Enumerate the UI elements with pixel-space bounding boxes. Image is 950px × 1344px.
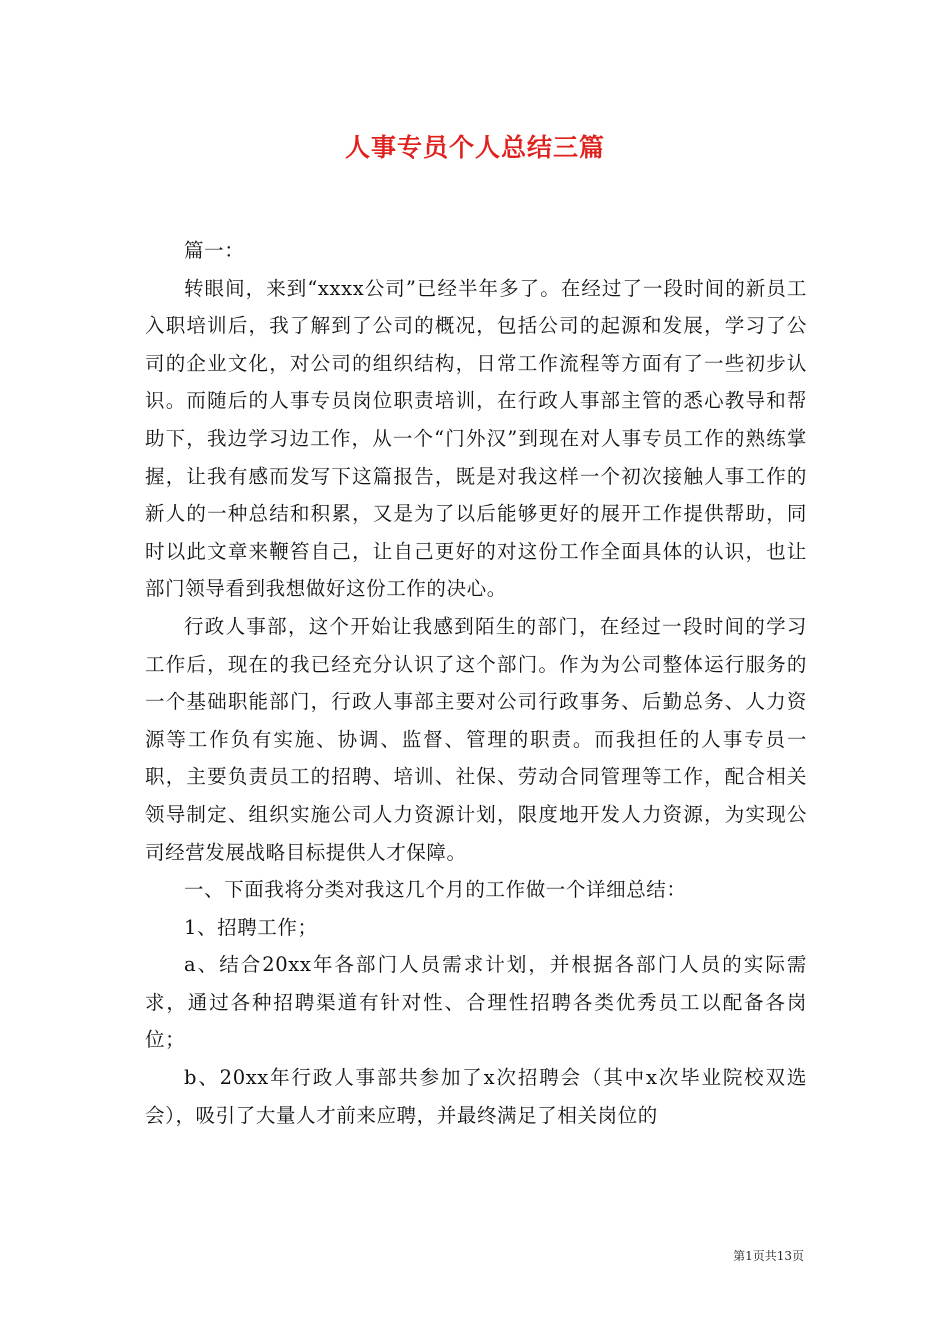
paragraph: a、结合20xx年各部门人员需求计划，并根据各部门人员的实际需求，通过各种招聘渠道有针对性、合理性招聘各类优秀员工以配备各岗位； <box>145 953 807 1052</box>
document-title: 人事专员个人总结三篇 <box>344 133 605 162</box>
paragraph: 一、下面我将分类对我这几个月的工作做一个详细总结： <box>184 878 687 902</box>
section-heading: 篇一： <box>184 239 245 262</box>
page-number: 第1页共13页 <box>733 1249 804 1263</box>
paragraph: 1、招聘工作； <box>184 915 318 939</box>
paragraph: 行政人事部，这个开始让我感到陌生的部门，在经过一段时间的学习工作后，现在的我已经充分认识了这个部门。作为为公司整体运行服务的一个基础职能部门，行政人事部主要对公司行政事务、后勤总务、人力资源等工作负有实施、协调、监督、管理的职责。而我担任的人事专员一职，主要负责员工的招聘、培训、社保、劳动合同管理等工作，配合相关领导制定、组织实施公司人力资源计划，限度地开发人力资源，为实现公司经营发展战略目标提供人才保障。 <box>145 614 807 864</box>
paragraph: 转眼间，来到“xxxx公司”已经半年多了。在经过了一段时间的新员工入职培训后，我了解到了公司的概况，包括公司的起源和发展，学习了公司的企业文化，对公司的组织结构，日常工作流程等方面有了一些初步认识。而随后的人事专员岗位职责培训，在行政人事部主管的悉心教导和帮助下，我边学习边工作，从一个“门外汉”到现在对人事专员工作的熟练掌握，让我有感而发写下这篇报告，既是对我这样一个初次接触人事工作的新人的一种总结和积累，又是为了以后能够更好的展开工作提供帮助，同时以此文章来鞭笞自己，让自己更好的对这份工作全面具体的认识，也让部门领导看到我想做好这份工作的决心。 <box>145 276 807 601</box>
document-body <box>145 232 807 1134</box>
paragraph: b、20xx年行政人事部共参加了x次招聘会（其中x次毕业院校双选会），吸引了大量人才前来应聘，并最终满足了相关岗位的 <box>145 1066 807 1127</box>
